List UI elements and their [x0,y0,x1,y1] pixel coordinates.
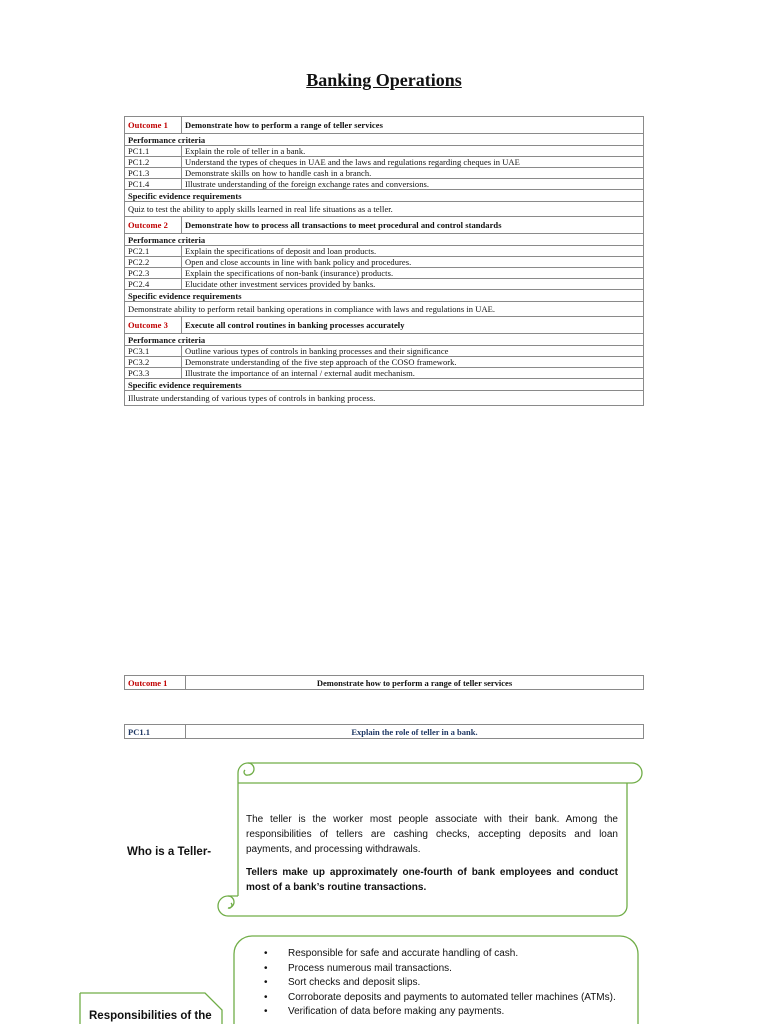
list-item: • Responsible for safe and accurate handling of cash. [258,947,616,962]
list-item: • Process numerous mail transactions. [258,962,616,977]
outcome-text: Execute all control routines in banking processes accurately [182,317,644,334]
teller-paragraph: The teller is the worker most people associate with their bank. Among the responsibilities of tellers are cashing checks, accepting deposits and loan payments, and processing withdrawals. [246,814,618,855]
criteria-code: PC1.1 [125,725,186,739]
criteria-code: PC3.1 [125,346,182,357]
criteria-text: Understand the types of cheques in UAE and the laws and regulations regarding cheques in UAE [182,157,644,168]
criteria-text: Explain the specifications of deposit and loan products. [182,246,644,257]
criteria-code: PC3.3 [125,368,182,379]
outcome-text: Demonstrate how to perform a range of teller services [182,117,644,134]
criteria-code: PC2.2 [125,257,182,268]
responsibilities-list [258,947,616,1020]
page-title: Banking Operations [306,70,462,90]
teller-label: Who is a Teller- [127,846,212,858]
outcome-label: Outcome 2 [125,217,182,234]
criteria-text: Explain the specifications of non-bank (insurance) products. [182,268,644,279]
criteria-text: Demonstrate skills on how to handle cash in a branch. [182,168,644,179]
evidence-text: Quiz to test the ability to apply skills learned in real life situations as a teller. [125,202,644,217]
criteria-code: PC2.3 [125,268,182,279]
evidence-heading: Specific evidence requirements [125,379,644,391]
criteria-text: Outline various types of controls in banking processes and their significance [182,346,644,357]
criteria-code: PC3.2 [125,357,182,368]
criteria-code: PC1.3 [125,168,182,179]
evidence-heading: Specific evidence requirements [125,190,644,202]
criteria-code: PC2.1 [125,246,182,257]
criteria-code: PC1.2 [125,157,182,168]
criteria-heading: Performance criteria [125,134,644,146]
outcome-header-table [124,675,644,690]
responsibilities-label: Responsibilities of the [89,1010,212,1022]
outcome-label: Outcome 1 [125,676,186,690]
outcomes-table [124,116,644,406]
criteria-code: PC1.1 [125,146,182,157]
criteria-code: PC2.4 [125,279,182,290]
criteria-text: Demonstrate understanding of the five step approach of the COSO framework. [182,357,644,368]
criteria-text: Illustrate the importance of an internal / external audit mechanism. [182,368,644,379]
teller-description [246,812,618,903]
outcome-text: Demonstrate how to perform a range of teller services [186,676,644,690]
criteria-header-table [124,724,644,739]
outcome-text: Demonstrate how to process all transactions to meet procedural and control standards [182,217,644,234]
criteria-text: Illustrate understanding of the foreign exchange rates and conversions. [182,179,644,190]
criteria-text: Explain the role of teller in a bank. [182,146,644,157]
criteria-heading: Performance criteria [125,334,644,346]
criteria-heading: Performance criteria [125,234,644,246]
list-item: • Sort checks and deposit slips. [258,976,616,991]
outcome-row [125,217,644,234]
evidence-heading: Specific evidence requirements [125,290,644,302]
outcome-label: Outcome 3 [125,317,182,334]
list-item: • Corroborate deposits and payments to automated teller machines (ATMs). [258,991,616,1006]
list-item: • Verification of data before making any payments. [258,1005,616,1020]
teller-paragraph-bold: Tellers make up approximately one-fourth of bank employees and conduct most of a bank’s routine transactions. [246,867,618,893]
criteria-text: Explain the role of teller in a bank. [186,725,644,739]
evidence-text: Demonstrate ability to perform retail banking operations in compliance with laws and regulations in UAE. [125,302,644,317]
outcome-row [125,317,644,334]
criteria-code: PC1.4 [125,179,182,190]
criteria-text: Open and close accounts in line with bank policy and procedures. [182,257,644,268]
evidence-text: Illustrate understanding of various types of controls in banking process. [125,391,644,406]
criteria-text: Elucidate other investment services provided by banks. [182,279,644,290]
outcome-row [125,117,644,134]
outcome-label: Outcome 1 [125,117,182,134]
